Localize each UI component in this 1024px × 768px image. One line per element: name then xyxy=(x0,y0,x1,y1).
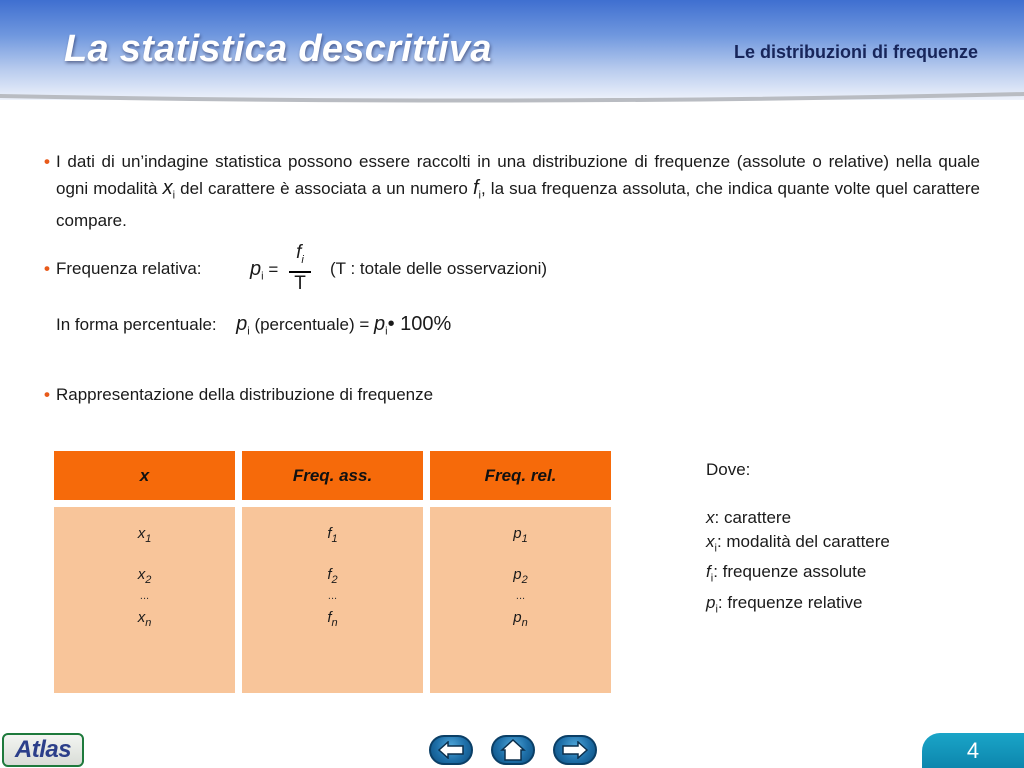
representation-line xyxy=(44,382,980,408)
intro-block xyxy=(44,149,980,234)
atlas-logo: Atlas xyxy=(2,733,84,767)
section-subtitle: Le distribuzioni di frequenze xyxy=(733,42,978,62)
relfreq-fraction: $f_i$ T xyxy=(289,243,311,294)
home-button[interactable] xyxy=(491,735,535,765)
var-x: x xyxy=(162,177,173,199)
relfreq-label: Frequenza relativa: xyxy=(56,259,202,278)
page-title: La statistica descrittiva xyxy=(64,28,492,70)
percent-label: In forma percentuale: xyxy=(56,315,217,334)
bullet-icon: • xyxy=(44,152,50,171)
relfreq-lhs: $p_i$ = xyxy=(250,258,279,283)
column-freq-ass-values: $f_1$ $f_2$ ... $f_n$ xyxy=(242,507,423,693)
forward-button[interactable] xyxy=(553,735,597,765)
legend-block xyxy=(706,458,890,621)
legend-title: Dove: xyxy=(706,460,751,479)
bullet-icon: • xyxy=(44,385,50,404)
page-number: 4 xyxy=(922,733,1024,768)
back-button[interactable] xyxy=(429,735,473,765)
header-divider xyxy=(0,88,1024,108)
var-f: f xyxy=(472,177,479,199)
relfreq-note: (T : totale delle osservazioni) xyxy=(330,259,548,278)
header-cell-freq-ass: Freq. ass. xyxy=(242,451,423,500)
legend-item: $x_i$: modalità del carattere xyxy=(706,532,890,555)
bullet-icon: • xyxy=(44,259,50,278)
home-icon xyxy=(500,739,526,761)
frequency-table xyxy=(47,451,618,693)
legend-item: x: carattere xyxy=(706,508,792,527)
header-cell-x: x xyxy=(54,451,235,500)
column-freq-rel-values: $p_1$ $p_2$ ... $p_n$ xyxy=(430,507,611,693)
legend-item: $f_i$: frequenze assolute xyxy=(706,562,867,585)
forward-arrow-icon xyxy=(561,741,589,759)
header-cell-freq-rel: Freq. rel. xyxy=(430,451,611,500)
column-x-values: $x_1$ $x_2$ ... $x_n$ xyxy=(54,507,235,693)
legend-item: $p_i$: frequenze relative xyxy=(706,592,863,616)
back-arrow-icon xyxy=(437,741,465,759)
representation-label: Rappresentazione della distribuzione di frequenze xyxy=(56,385,434,404)
intro-paragraph: I dati di un’indagine statistica possono essere raccolti in una distribuzione di frequenze (assolute o relative) nella quale ogni modalità $x_i$ del carattere è associata a un numero $f_i$, la sua frequenza assoluta, che indica quante volte quel carattere compare. xyxy=(56,152,980,231)
percent-line: In forma percentuale: $p_i$ (percentuale) = $p_i•$ 100% xyxy=(56,313,452,338)
